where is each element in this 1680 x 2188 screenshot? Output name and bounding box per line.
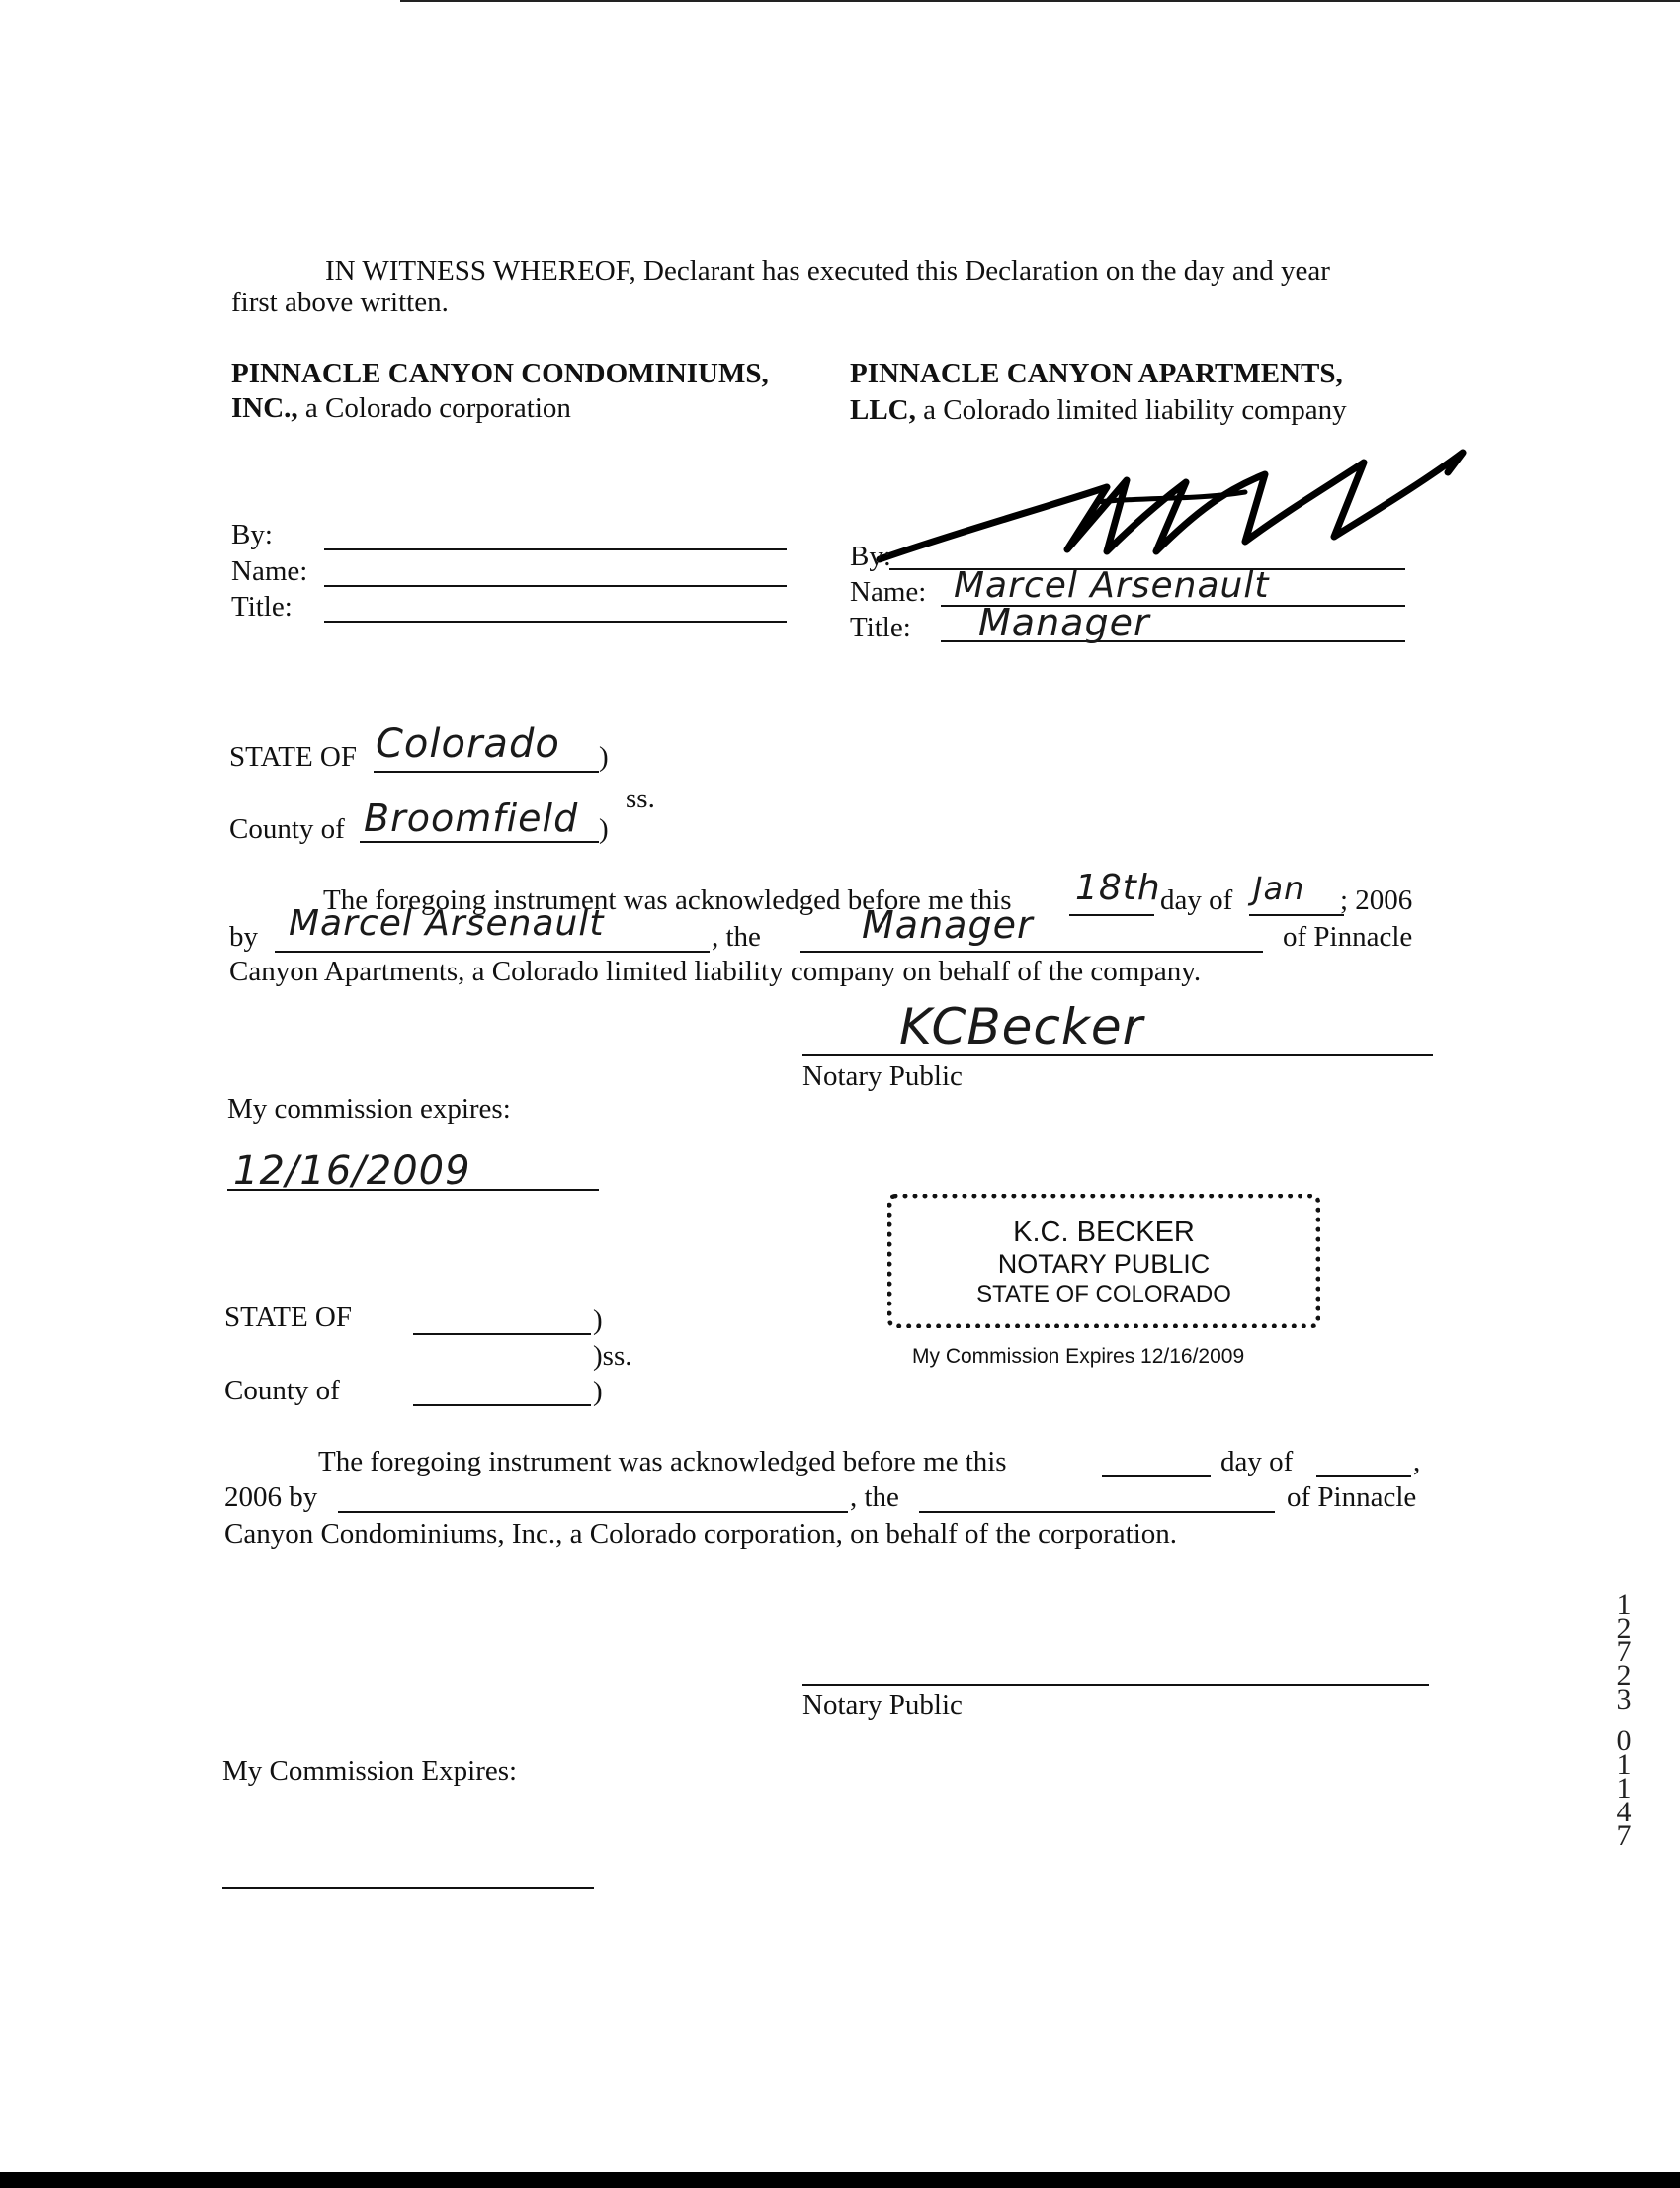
commission2-label: My Commission Expires: (222, 1755, 518, 1787)
stamp-title: NOTARY PUBLIC (997, 1249, 1211, 1279)
commission1-value: 12/16/2009 (233, 1148, 471, 1194)
ack1-role-value: Manager (862, 903, 1034, 947)
ack1-day-value: 18th (1075, 868, 1161, 908)
ss-label-2: )ss. (593, 1340, 632, 1372)
state-value-1: Colorado (376, 721, 560, 767)
ack1-the: , the (712, 921, 761, 953)
ack2-day-of: day of (1220, 1446, 1294, 1477)
ack2-line3: Canyon Condominiums, Inc., a Colorado corporation, on behalf of the corporation. (224, 1518, 1178, 1550)
side-digit: 2 (1616, 1612, 1632, 1644)
state-line-1 (374, 771, 599, 773)
notary1-signature: KCBecker (899, 998, 1144, 1055)
ack1-line3: Canyon Apartments, a Colorado limited liability company on behalf of the company. (229, 956, 1202, 987)
stamp-expires: My Commission Expires 12/16/2009 (912, 1345, 1245, 1368)
right-party-type (850, 393, 1347, 427)
county-line-2 (413, 1404, 591, 1406)
notary-stamp (887, 1194, 1320, 1328)
side-digit: 1 (1616, 1588, 1632, 1621)
side-digit: 4 (1616, 1796, 1632, 1828)
side-digit: 7 (1616, 1636, 1632, 1668)
right-by-label: By: (850, 541, 891, 572)
notary1-public-label: Notary Public (802, 1060, 963, 1092)
county-paren-2: ) (593, 1376, 603, 1407)
left-party-name: PINNACLE CANYON CONDOMINIUMS, (231, 358, 769, 389)
ack1-part1: The foregoing instrument was acknowledged before me this (323, 884, 1012, 916)
state-paren-2: ) (593, 1304, 603, 1336)
county-paren-1: ) (599, 813, 609, 845)
left-party-desc: a Colorado corporation (297, 392, 571, 424)
left-party-inc: INC., (231, 392, 298, 424)
ack2-the: , the (850, 1481, 899, 1513)
page-bottom-edge (0, 2172, 1680, 2188)
page-top-edge (400, 0, 1680, 2)
commission1-label: My commission expires: (227, 1093, 511, 1125)
side-digit: 1 (1616, 1772, 1632, 1805)
state-label-2: STATE OF (224, 1302, 352, 1333)
ack1-month-line (1249, 914, 1344, 916)
ack2-of: of Pinnacle (1287, 1481, 1417, 1513)
left-title-line (324, 621, 787, 623)
ack1-person-line (275, 951, 710, 953)
right-title-label: Title: (850, 612, 911, 643)
county-label-2: County of (224, 1375, 340, 1406)
county-label-1: County of (229, 813, 345, 845)
right-party-name: PINNACLE CANYON APARTMENTS, (850, 358, 1343, 389)
ack1-person-value: Marcel Arsenault (289, 903, 605, 944)
right-signer-name: Marcel Arsenault (954, 565, 1270, 606)
county-value-1: Broomfield (364, 797, 579, 840)
ack1-year: ; 2006 (1340, 884, 1413, 916)
witness-line-1: IN WITNESS WHEREOF, Declarant has executed this Declaration on the day and year (325, 255, 1330, 287)
notary2-public-label: Notary Public (802, 1689, 963, 1721)
state-line-2 (413, 1333, 591, 1335)
left-party-type (231, 391, 571, 425)
ack2-day-line (1102, 1475, 1211, 1477)
county-line-1 (360, 841, 599, 843)
state-paren-1: ) (599, 741, 609, 773)
right-party-desc: a Colorado limited liability company (915, 394, 1347, 426)
ack1-of: of Pinnacle (1283, 921, 1413, 953)
ack2-part1: The foregoing instrument was acknowledged before me this (318, 1446, 1007, 1477)
side-digit: 0 (1616, 1725, 1632, 1757)
ack1-by: by (229, 921, 258, 953)
ack1-month-value: Jan (1253, 870, 1305, 907)
ack2-comma: , (1413, 1446, 1421, 1477)
side-digit: 1 (1616, 1748, 1632, 1781)
stamp-state: STATE OF COLORADO (976, 1281, 1231, 1307)
ack2-month-line (1316, 1475, 1411, 1477)
witness-line-2: first above written. (231, 287, 449, 318)
ss-label-1: ss. (626, 783, 655, 814)
side-digit: 7 (1616, 1819, 1632, 1852)
side-digit: 3 (1616, 1683, 1632, 1716)
commission2-line (222, 1887, 594, 1889)
manager-signature (870, 443, 1472, 571)
left-name-label: Name: (231, 555, 308, 587)
state-label-1: STATE OF (229, 741, 357, 773)
ack2-person-line (338, 1511, 848, 1513)
ack1-day-line (1069, 914, 1154, 916)
right-name-label: Name: (850, 576, 927, 608)
left-by-line (324, 548, 787, 550)
ack1-day-of: day of (1160, 884, 1233, 916)
left-name-line (324, 585, 787, 587)
notary2-signature-line (802, 1684, 1429, 1686)
ack2-year-by: 2006 by (224, 1481, 318, 1513)
left-title-label: Title: (231, 591, 293, 623)
ack2-role-line (919, 1511, 1275, 1513)
right-party-llc: LLC, (850, 394, 916, 426)
right-signer-title: Manager (978, 601, 1150, 644)
side-digit: 2 (1616, 1659, 1632, 1692)
side-reference-number (1609, 1588, 1638, 1852)
left-by-label: By: (231, 519, 273, 550)
ack1-role-line (800, 951, 1263, 953)
stamp-name: K.C. BECKER (1013, 1217, 1195, 1248)
